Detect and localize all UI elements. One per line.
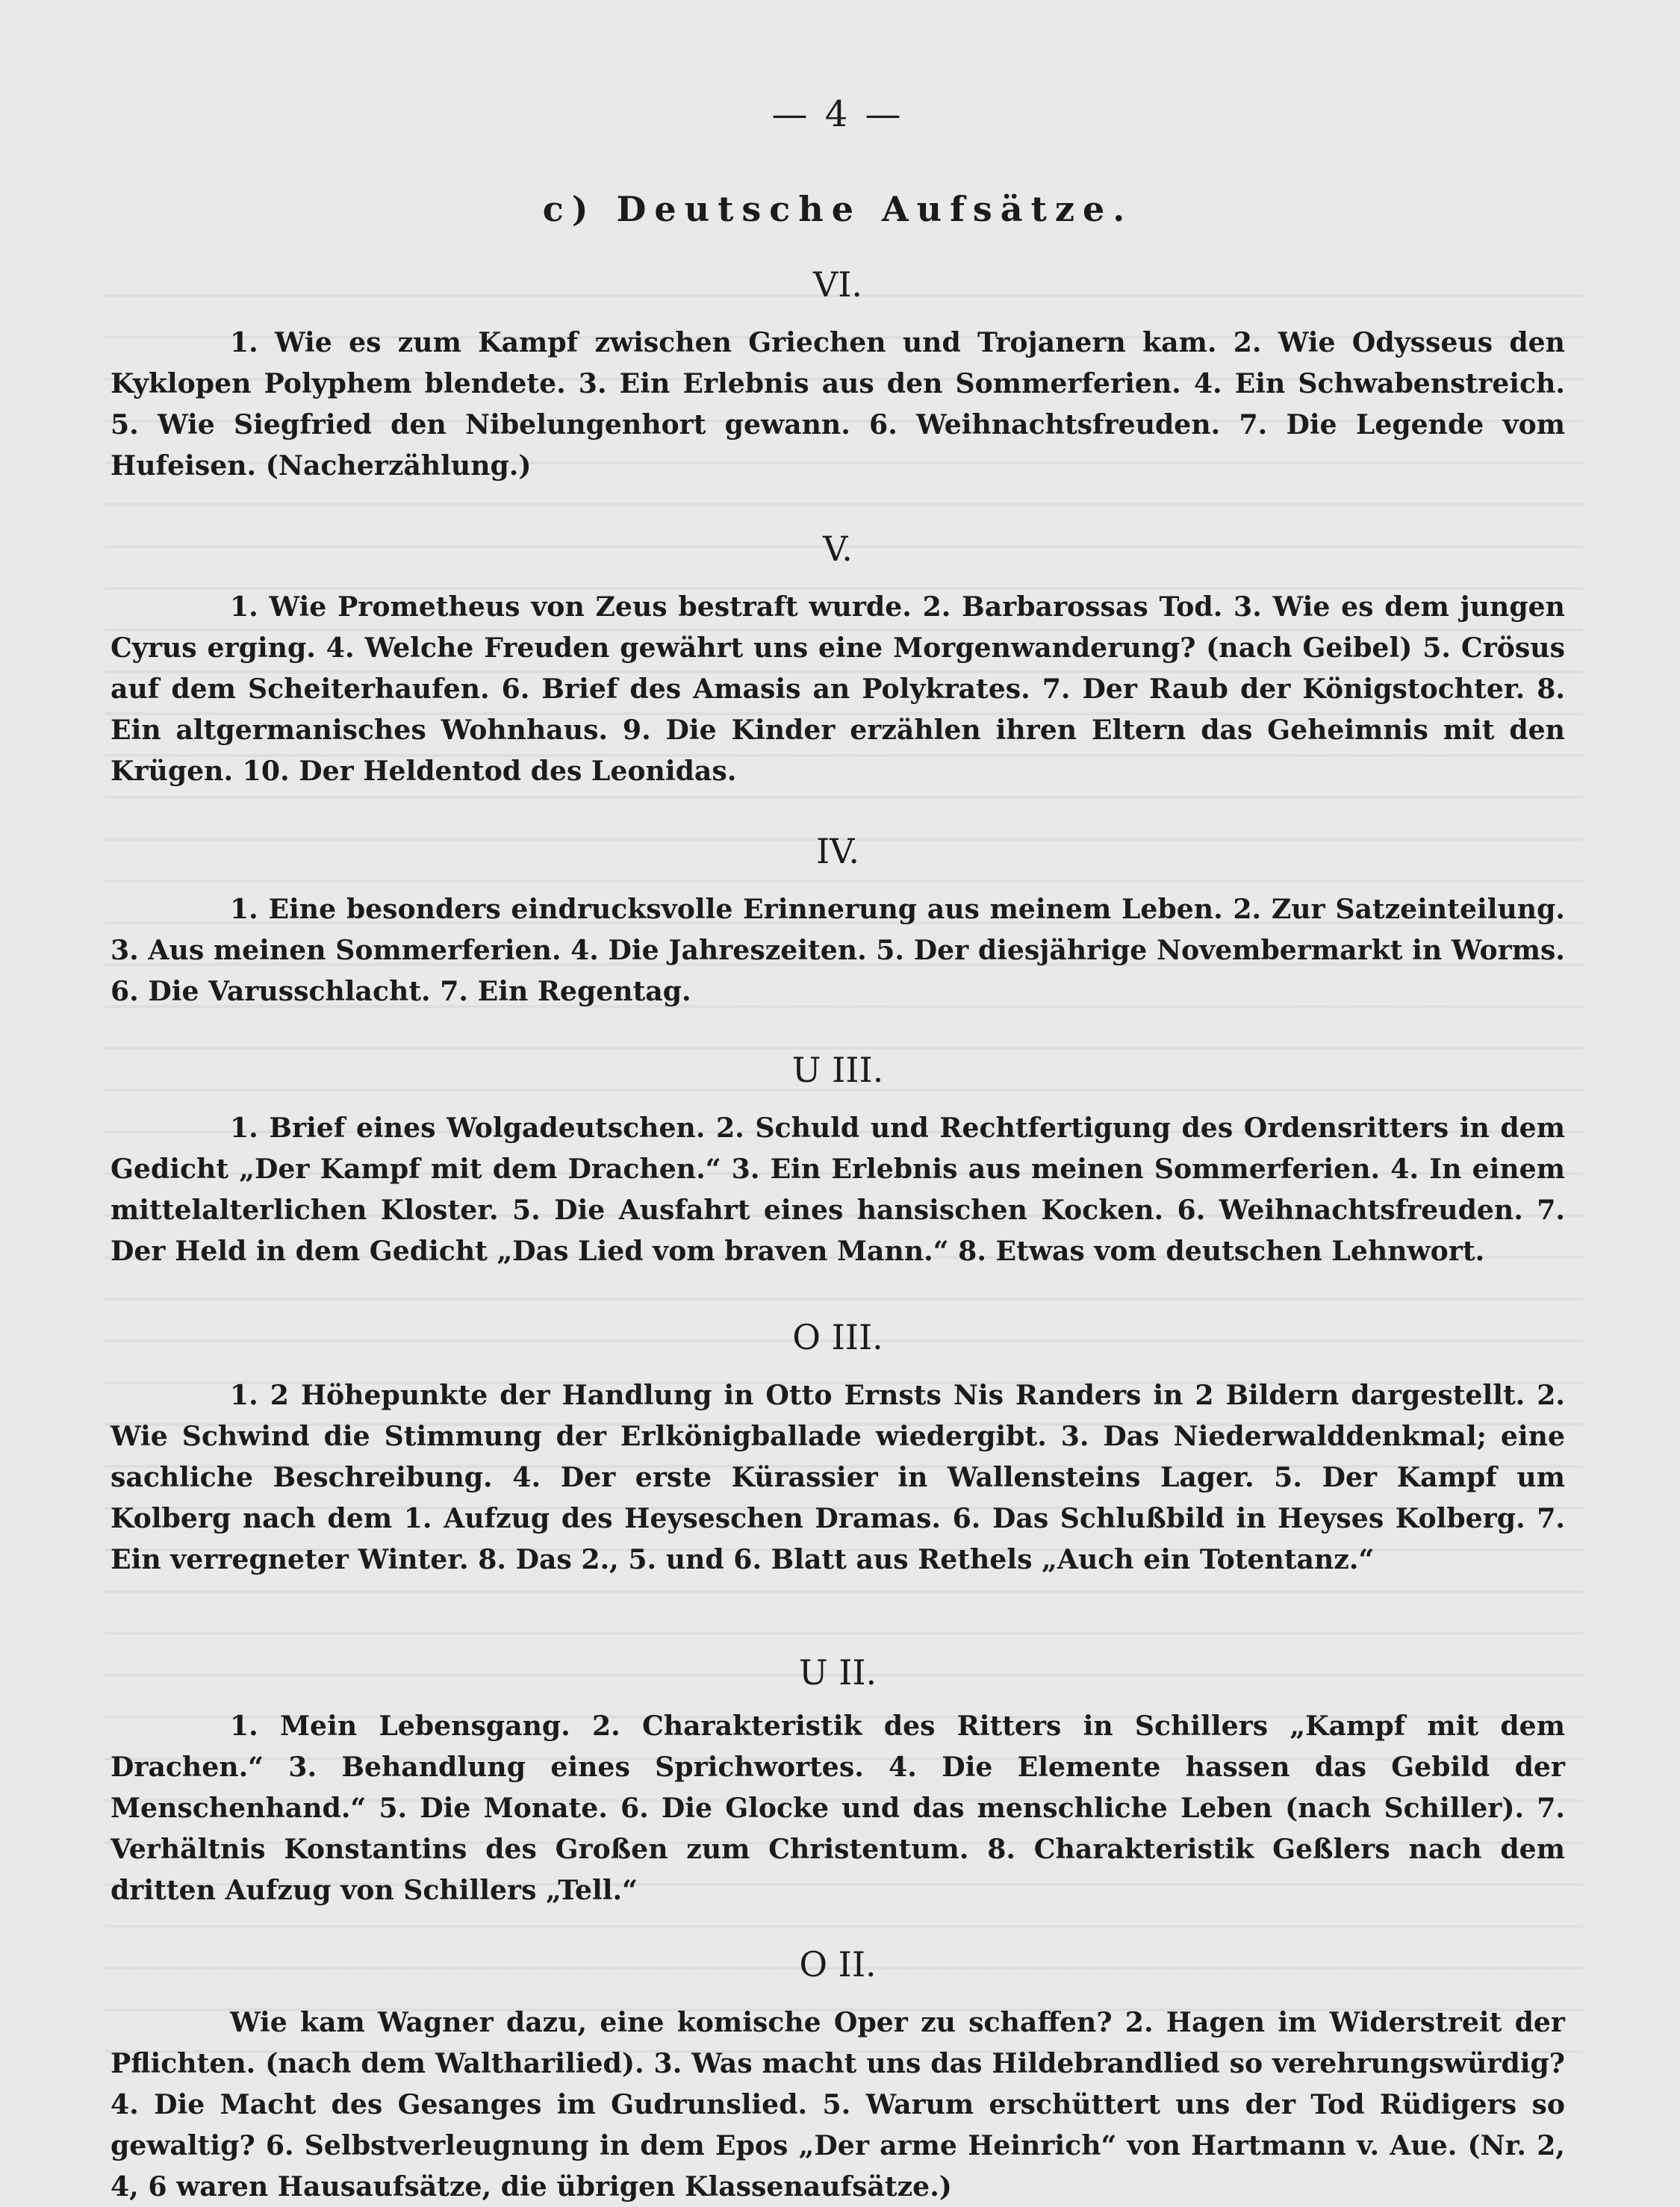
grade-heading-u-iii: U III.	[791, 1050, 884, 1090]
grade-heading-iv: IV.	[816, 831, 859, 871]
essay-list-o-iii: 1. 2 Höhepunkte der Handlung in Otto Ernsts Nis Randers in 2 Bildern dargestellt. 2. Wie Schwind die Stimmung der Erlkönigballade wiedergibt. 3. Das Niederwalddenkmal; eine sachliche Beschreibung. 4. Der erste Kürassier in Wallensteins Lager. 5. Der Kampf um Kolberg nach dem 1. Aufzug des Heyseschen Dramas. 6. Das Schlußbild in Heyses Kolberg. 7. Ein verregneter Winter. 8. Das 2., 5. und 6. Blatt aus Rethels „Auch ein Totentanz.“	[111, 1379, 1565, 1575]
essay-list-o-ii: Wie kam Wagner dazu, eine komische Oper zu schaffen? 2. Hagen im Widerstreit der Pflichten. (nach dem Waltharilied). 3. Was macht uns das Hildebrandlied so verehrungswürdig? 4. Die Macht des Gesanges im Gudrunslied. 5. Warum erschüttert uns der Tod Rüdigers so gewaltig? 6. Selbstverleugnung in dem Epos „Der arme Heinrich“ von Hartmann v. Aue. (Nr. 2, 4, 6 waren Hausaufsätze, die übrigen Klassenaufsätze.)	[111, 2006, 1565, 2203]
section-title: c) Deutsche Aufsätze.	[542, 189, 1133, 229]
grade-heading-v: V.	[823, 529, 853, 569]
essay-list-v: 1. Wie Prometheus von Zeus bestraft wurde. 2. Barbarossas Tod. 3. Wie es dem jungen Cyrus erging. 4. Welche Freuden gewährt uns eine Morgenwanderung? (nach Geibel) 5. Crösus auf dem Scheiterhaufen. 6. Brief des Amasis an Polykrates. 7. Der Raub der Königstochter. 8. Ein altgermanisches Wohnhaus. 9. Die Kinder erzählen ihren Eltern das Geheimnis mit den Krügen. 10. Der Heldentod des Leonidas.	[111, 591, 1565, 787]
page-number: — 4 —	[771, 93, 904, 135]
grade-heading-o-ii: O II.	[799, 1944, 877, 1985]
essay-list-u-ii: 1. Mein Lebensgang. 2. Charakteristik des Ritters in Schillers „Kampf mit dem Drachen.“ 3. Behandlung eines Sprichwortes. 4. Die Elemente hassen das Gebild der Menschenhand.“ 5. Die Monate. 6. Die Glocke und das menschliche Leben (nach Schiller). 7. Verhältnis Konstantins des Großen zum Christentum. 8. Charakteristik Geßlers nach dem dritten Aufzug von Schillers „Tell.“	[111, 1710, 1565, 1906]
grade-heading-vi: VI.	[812, 264, 862, 305]
grade-heading-u-ii: U II.	[798, 1652, 877, 1693]
essay-list-u-iii: 1. Brief eines Wolgadeutschen. 2. Schuld und Rechtfertigung des Ordensritters in dem Gedicht „Der Kampf mit dem Drachen.“ 3. Ein Erlebnis aus meinen Sommerferien. 4. In einem mittelalterlichen Kloster. 5. Die Ausfahrt eines hansischen Kocken. 6. Weihnachtsfreuden. 7. Der Held in dem Gedicht „Das Lied vom braven Mann.“ 8. Etwas vom deutschen Lehnwort.	[111, 1112, 1565, 1267]
document-page	[111, 93, 1565, 2207]
grade-heading-o-iii: O III.	[792, 1317, 883, 1357]
essay-list-vi: 1. Wie es zum Kampf zwischen Griechen und Trojanern kam. 2. Wie Odysseus den Kyklopen Polyphem blendete. 3. Ein Erlebnis aus den Sommerferien. 4. Ein Schwabenstreich. 5. Wie Siegfried den Nibelungenhort gewann. 6. Weihnachtsfreuden. 7. Die Legende vom Hufeisen. (Nacherzählung.)	[111, 326, 1565, 482]
essay-list-iv: 1. Eine besonders eindrucksvolle Erinnerung aus meinem Leben. 2. Zur Satzeinteilung. 3. Aus meinen Sommerferien. 4. Die Jahreszeiten. 5. Der diesjährige Novembermarkt in Worms. 6. Die Varusschlacht. 7. Ein Regentag.	[111, 893, 1565, 1007]
